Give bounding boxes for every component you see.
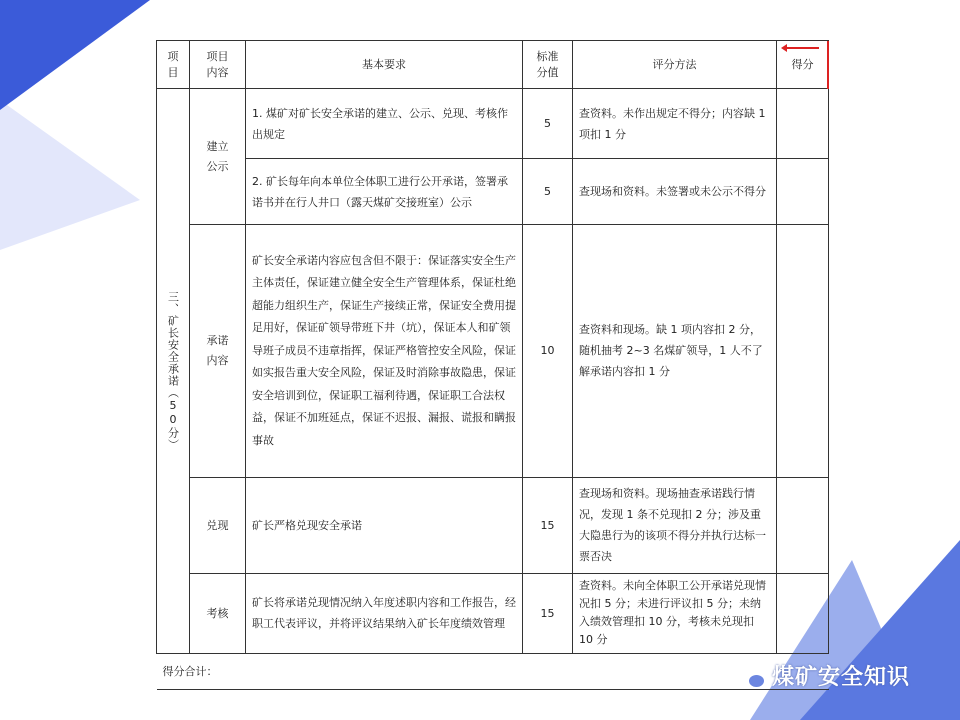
table-row [157, 573, 829, 653]
row-method: 查现场和资料。现场抽查承诺践行情况，发现 1 条不兑现扣 2 分；涉及重大隐患行为的该项不得分并执行达标一票否决 [573, 477, 777, 573]
red-line-mark [827, 41, 829, 89]
section-title-cell [157, 89, 190, 654]
header-requirement: 基本要求 [246, 41, 523, 89]
total-label: 得分合计： [157, 653, 829, 689]
total-row [157, 653, 829, 689]
table-row [157, 477, 829, 573]
section-title: 三、矿长安全承诺（50分） [166, 290, 180, 451]
row-score [777, 477, 829, 573]
decor-triangle-dark [0, 0, 150, 110]
table-row [157, 159, 829, 225]
watermark [738, 660, 910, 691]
row-requirement: 矿长将承诺兑现情况纳入年度述职内容和工作报告，经职工代表评议，并将评议结果纳入矿长年度绩效管理 [246, 573, 523, 653]
row-score [777, 89, 829, 159]
row-requirement: 矿长安全承诺内容应包含但不限于：保证落实安全生产主体责任，保证建立健全安全生产管理体系，保证杜绝超能力组织生产，保证生产接续正常，保证安全费用提足用好，保证矿领导带班下井（坑），保证本人和矿领导班子成员不违章指挥，保证严格管控安全风险，保证如实报告重大安全风险，保证及时消除事故隐患，保证安全培训到位，保证职工福利待遇，保证职工合法权益，保证不加班延点，保证不迟报、漏报、谎报和瞒报事故 [246, 225, 523, 477]
row-method: 查资料。未向全体职工公开承诺兑现情况扣 5 分；未进行评议扣 5 分；未纳入绩效管理扣 10 分，考核未兑现扣 10 分 [573, 573, 777, 653]
row-content: 考核 [190, 573, 246, 653]
row-requirement: 矿长严格兑现安全承诺 [246, 477, 523, 573]
row-standard: 5 [523, 89, 573, 159]
row-score [777, 225, 829, 477]
table-header-row [157, 41, 829, 89]
row-standard: 5 [523, 159, 573, 225]
red-arrow-mark [785, 47, 819, 49]
header-item: 项 目 [157, 41, 190, 89]
row-standard: 10 [523, 225, 573, 477]
row-score [777, 159, 829, 225]
assessment-table [156, 40, 829, 690]
row-method: 查资料。未作出规定不得分；内容缺 1 项扣 1 分 [573, 89, 777, 159]
row-requirement: 1. 煤矿对矿长安全承诺的建立、公示、兑现、考核作出规定 [246, 89, 523, 159]
watermark-text: 煤矿安全知识 [772, 665, 911, 690]
row-standard: 15 [523, 477, 573, 573]
row-requirement: 2. 矿长每年向本单位全体职工进行公开承诺，签署承诺书并在行人井口（露天煤矿交接班室）公示 [246, 159, 523, 225]
row-content: 建立 公示 [190, 89, 246, 225]
header-score-label: 得分 [791, 58, 814, 72]
row-content: 承诺 内容 [190, 225, 246, 477]
table-row [157, 89, 829, 159]
row-score [777, 573, 829, 653]
table-row [157, 225, 829, 477]
row-content: 兑现 [190, 477, 246, 573]
header-standard: 标准 分值 [523, 41, 573, 89]
row-method: 查资料和现场。缺 1 项内容扣 2 分，随机抽考 2~3 名煤矿领导，1 人不了解承诺内容扣 1 分 [573, 225, 777, 477]
wechat-icon [738, 663, 764, 689]
row-method: 查现场和资料。未签署或未公示不得分 [573, 159, 777, 225]
header-content: 项目 内容 [190, 41, 246, 89]
header-method: 评分方法 [573, 41, 777, 89]
row-standard: 15 [523, 573, 573, 653]
header-score [777, 41, 829, 89]
